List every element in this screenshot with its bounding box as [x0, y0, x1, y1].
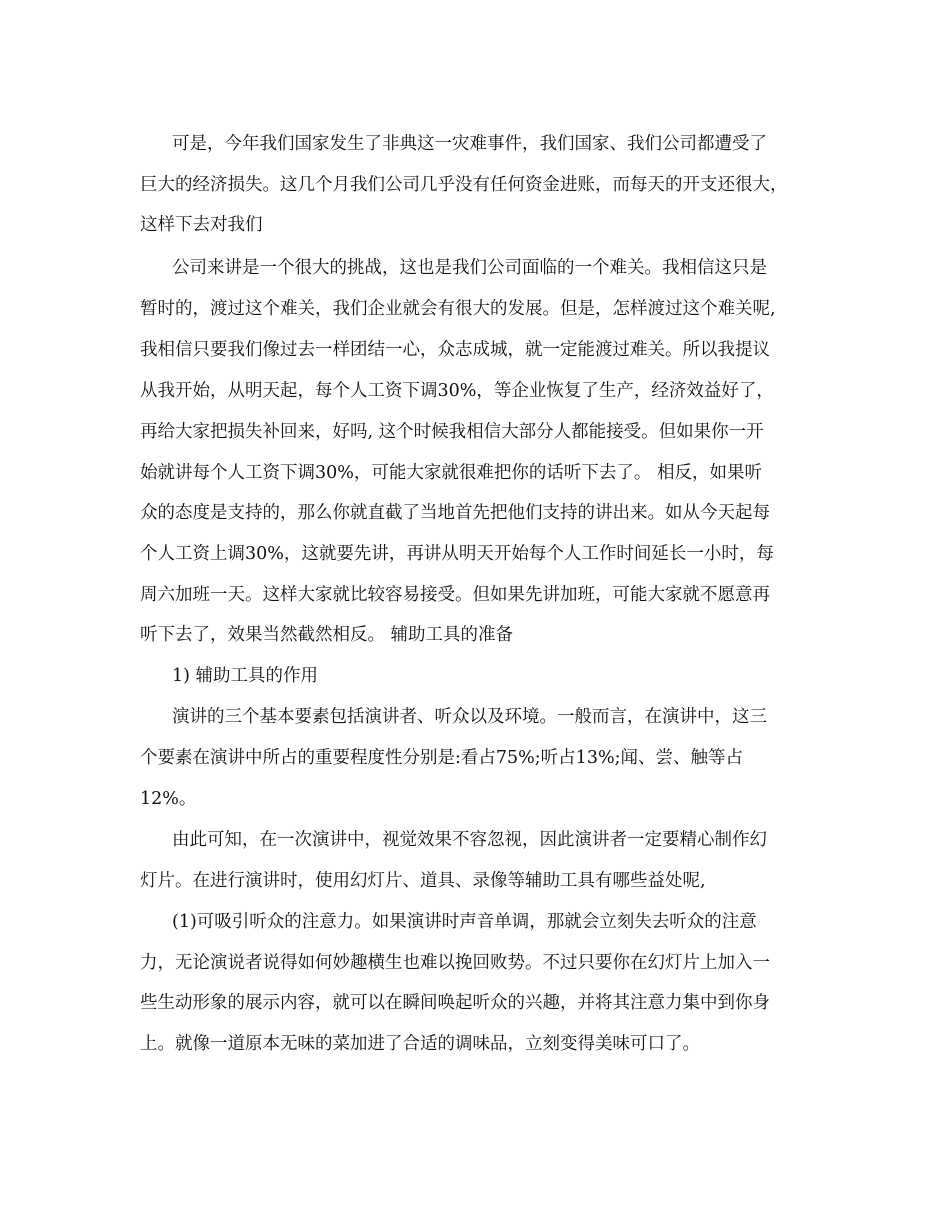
- text-line: 众的态度是支持的，那么你就直截了当地首先把他们支持的讲出来。如从今天起每: [140, 503, 770, 523]
- text-line: 再给大家把损失补回来，好吗, 这个时候我相信大部分人都能接受。但如果你一开: [140, 422, 764, 442]
- text-line: 周六加班一天。这样大家就比较容易接受。但如果先讲加班，可能大家就不愿意再: [140, 585, 770, 605]
- text-line: 这样下去对我们: [140, 215, 263, 235]
- text-line: 演讲的三个基本要素包括演讲者、听众以及环境。一般而言，在演讲中，这三: [172, 707, 767, 727]
- text-line: 个人工资上调30%，这就要先讲，再讲从明天开始每个人工作时间延长一小时，每: [140, 544, 774, 564]
- text-line: 灯片。在进行演讲时，使用幻灯片、道具、录像等辅助工具有哪些益处呢,: [140, 871, 706, 891]
- text-line: 些生动形象的展示内容，就可以在瞬间唤起听众的兴趣，并将其注意力集中到你身: [140, 993, 770, 1013]
- text-line: (1)可吸引听众的注意力。如果演讲时声音单调，那就会立刻失去听众的注意: [172, 912, 757, 932]
- text-line: 始就讲每个人工资下调30%，可能大家就很难把你的话听下去了。 相反，如果听: [140, 463, 762, 483]
- text-line: 公司来讲是一个很大的挑战，这也是我们公司面临的一个难关。我相信这只是: [172, 258, 767, 278]
- text-line: 由此可知，在一次演讲中，视觉效果不容忽视，因此演讲者一定要精心制作幻: [172, 830, 767, 850]
- text-line: 个要素在演讲中所占的重要程度性分别是:看占75%;听占13%;闻、尝、触等占: [140, 748, 743, 768]
- text-line: 暂时的，渡过这个难关，我们企业就会有很大的发展。但是，怎样渡过这个难关呢,: [140, 299, 776, 319]
- text-line: 听下去了，效果当然截然相反。 辅助工具的准备: [140, 625, 514, 645]
- text-line: 我相信只要我们像过去一样团结一心，众志成城，就一定能渡过难关。所以我提议: [140, 340, 770, 360]
- text-line: 力，无论演说者说得如何妙趣横生也难以挽回败势。不过只要你在幻灯片上加入一: [140, 953, 770, 973]
- text-line: 12%。: [140, 789, 197, 809]
- text-line: 1) 辅助工具的作用: [172, 666, 319, 686]
- text-line: 上。就像一道原本无味的菜加进了合适的调味品，立刻变得美味可口了。: [140, 1034, 700, 1054]
- text-line: 巨大的经济损失。这几个月我们公司几乎没有任何资金进账，而每天的开支还很大，: [140, 175, 788, 195]
- text-line: 从我开始，从明天起，每个人工资下调30%，等企业恢复了生产，经济效益好了，: [140, 381, 774, 401]
- text-line: 可是，今年我们国家发生了非典这一灾难事件，我们国家、我们公司都遭受了: [172, 134, 767, 154]
